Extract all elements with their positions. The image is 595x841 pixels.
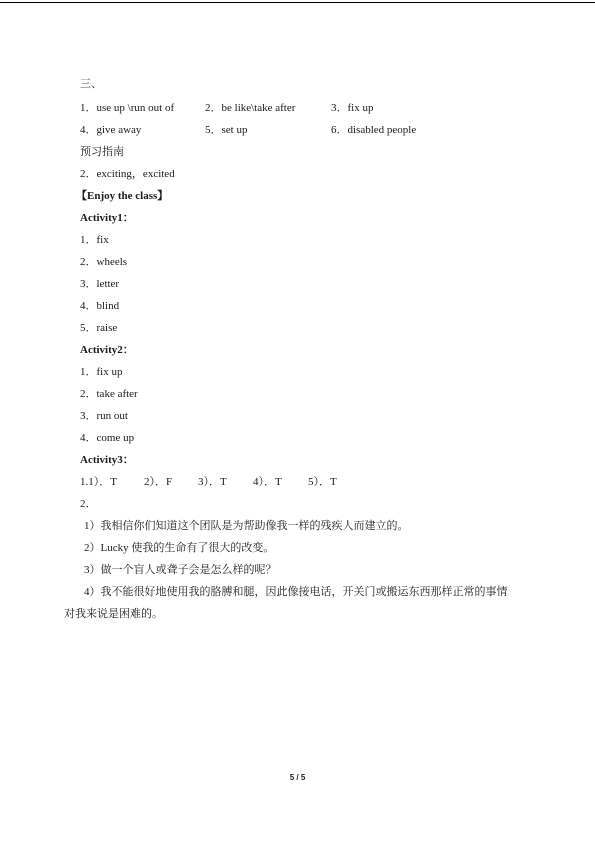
- answer-6: 6．disabled people: [331, 124, 417, 136]
- activity1-item: 3．letter: [80, 278, 120, 290]
- answer-5: 5．set up: [205, 124, 248, 136]
- activity3-title: Activity3：: [80, 454, 134, 466]
- activity2-item: 4．come up: [80, 432, 135, 444]
- tf-answer: 3）．T: [198, 476, 227, 488]
- page-number: 5 / 5: [289, 773, 306, 782]
- activity2-title: Activity2：: [80, 344, 134, 356]
- preview-guide-item: 2．exciting，excited: [80, 168, 175, 180]
- translation-item: 2）Lucky 使我的生命有了很大的改变。: [84, 542, 275, 554]
- translation-item: 4）我不能很好地使用我的胳膊和腿，因此像接电话，开关门或搬运东西那样正常的事情: [84, 586, 508, 598]
- activity1-item: 4．blind: [80, 300, 120, 312]
- translation-item: 3）做一个盲人或聋子会是怎么样的呢？: [84, 564, 277, 576]
- activity1-item: 1．fix: [80, 234, 109, 246]
- header-rule: [0, 2, 595, 3]
- activity3-part2-label: 2．: [80, 498, 97, 510]
- section-three-heading: 三、: [80, 78, 102, 90]
- answer-3: 3．fix up: [331, 102, 374, 114]
- activity2-item: 2．take after: [80, 388, 138, 400]
- answer-4: 4．give away: [80, 124, 142, 136]
- activity2-item: 3．run out: [80, 410, 128, 422]
- tf-answer: 2）．F: [144, 476, 173, 488]
- tf-answer: 5）．T: [308, 476, 337, 488]
- activity1-item: 5．raise: [80, 322, 118, 334]
- enjoy-class-heading: 【Enjoy the class】: [76, 190, 169, 202]
- answer-2: 2．be like\take after: [205, 102, 296, 114]
- translation-item-continued: 对我来说是困难的。: [64, 608, 163, 620]
- activity2-item: 1．fix up: [80, 366, 123, 378]
- tf-answer: 1.1）．T: [80, 476, 117, 488]
- activity1-item: 2．wheels: [80, 256, 128, 268]
- tf-answer: 4）．T: [253, 476, 282, 488]
- answer-1: 1．use up \run out of: [80, 102, 175, 114]
- activity1-title: Activity1：: [80, 212, 134, 224]
- preview-guide-heading: 预习指南: [80, 146, 124, 158]
- translation-item: 1）我相信你们知道这个团队是为帮助像我一样的残疾人而建立的。: [84, 520, 409, 532]
